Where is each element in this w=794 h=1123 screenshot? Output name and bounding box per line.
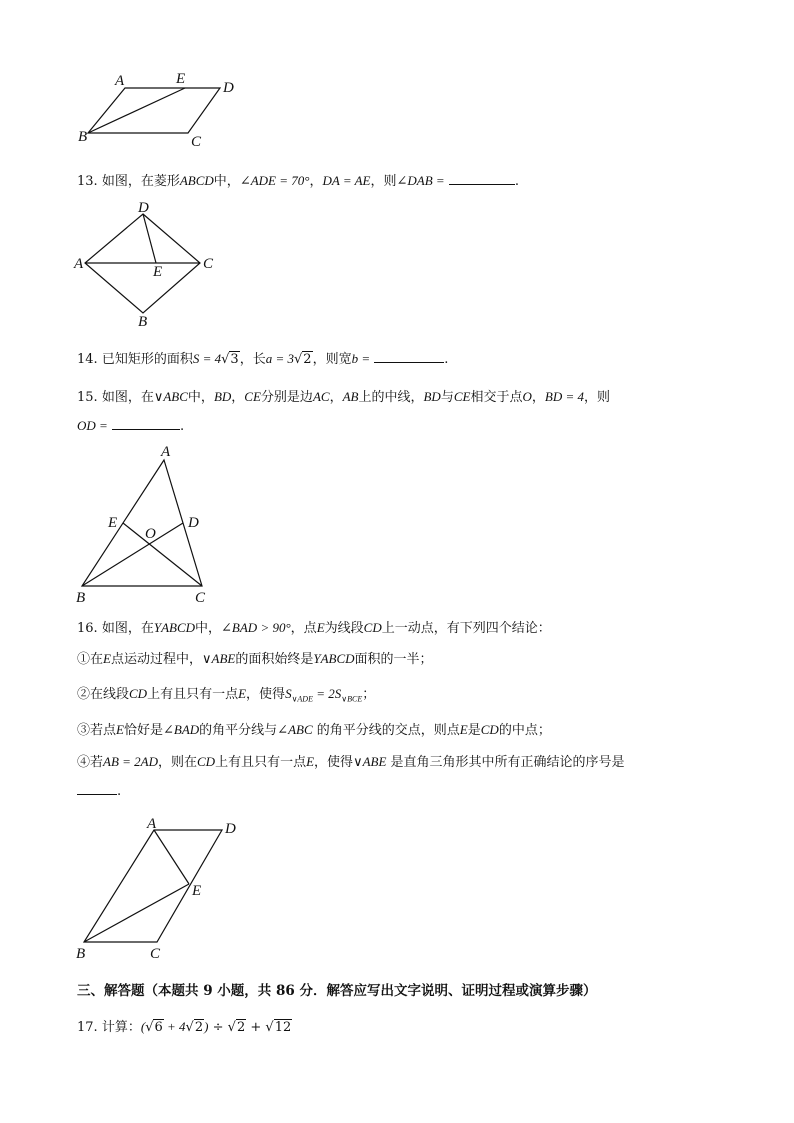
answer-blank-14[interactable] <box>374 351 444 363</box>
label-e: E <box>108 515 118 531</box>
label-b: B <box>138 314 148 330</box>
question-14: 14. 已知矩形的面积S = 4√3，长a = 3√2，则宽b = . <box>77 351 449 367</box>
label-b: B <box>76 590 86 606</box>
figure-triangle-medians <box>72 440 222 608</box>
label-b: B <box>76 946 86 962</box>
question-16-statement-4: ④若AB = 2AD，则在CD上有且只有一点E，使得∨ABE 是直角三角形其中所有正确结论的序号是 <box>77 754 625 770</box>
label-d: D <box>138 200 149 216</box>
parallelogram-abcd <box>84 830 222 942</box>
question-13: 13. 如图，在菱形ABCD中，∠ADE = 70°，DA = AE，则∠DAB = . <box>77 173 519 189</box>
label-e: E <box>176 71 186 87</box>
label-o: O <box>145 526 156 542</box>
figure-parallelogram-top <box>75 68 245 152</box>
question-17: 17. 计算：(√6 + 4√2) ÷ √2 + √12 <box>77 1019 292 1035</box>
label-c: C <box>195 590 206 606</box>
question-16-answer-line: . <box>77 783 121 799</box>
label-a: A <box>147 816 157 832</box>
answer-blank-15[interactable] <box>112 418 180 430</box>
segment-be <box>88 88 185 133</box>
median-ce <box>123 523 202 586</box>
answer-blank-13[interactable] <box>449 173 515 185</box>
question-16-statement-3: ③若点E恰好是∠BAD的角平分线与∠ABC 的角平分线的交点，则点E是CD的中点； <box>77 722 551 738</box>
label-e: E <box>153 264 163 280</box>
answer-blank-16[interactable] <box>77 783 117 795</box>
figure-parallelogram-bottom <box>72 812 252 967</box>
label-c: C <box>191 134 202 150</box>
median-bd <box>82 523 183 586</box>
question-15-line-1: 15. 如图，在∨ABC中，BD，CE分别是边AC，AB上的中线，BD与CE相交于点O，BD = 4，则 <box>77 389 611 405</box>
label-d: D <box>188 515 199 531</box>
segment-ae <box>154 830 189 884</box>
label-c: C <box>150 946 161 962</box>
label-a: A <box>115 73 125 89</box>
label-b: B <box>78 129 88 145</box>
segment-de <box>143 214 156 263</box>
label-d: D <box>225 821 236 837</box>
question-15-line-2: OD = . <box>77 418 185 434</box>
section-3-heading: 三、解答题（本题共 9 小题，共 86 分．解答应写出文字说明、证明过程或演算步骤） <box>77 983 597 999</box>
label-a: A <box>74 256 84 272</box>
label-d: D <box>223 80 234 96</box>
figure-rhombus <box>72 200 222 330</box>
question-16-statement-1: ①在E点运动过程中，∨ABE的面积始终是ΥABCD面积的一半； <box>77 651 433 667</box>
question-16-statement-2: ②在线段CD上有且只有一点E，使得$S_{\vee ADE} = 2S_{\vee BCE}$； <box>77 686 376 704</box>
question-16-stem: 16. 如图，在ΥABCD中，∠BAD > 90°，点E为线段CD上一动点，有下列四个结论： <box>77 620 551 636</box>
label-e: E <box>192 883 202 899</box>
triangle-abc <box>82 460 202 586</box>
label-c: C <box>203 256 214 272</box>
parallelogram-abcd <box>88 88 220 133</box>
label-a: A <box>161 444 171 460</box>
